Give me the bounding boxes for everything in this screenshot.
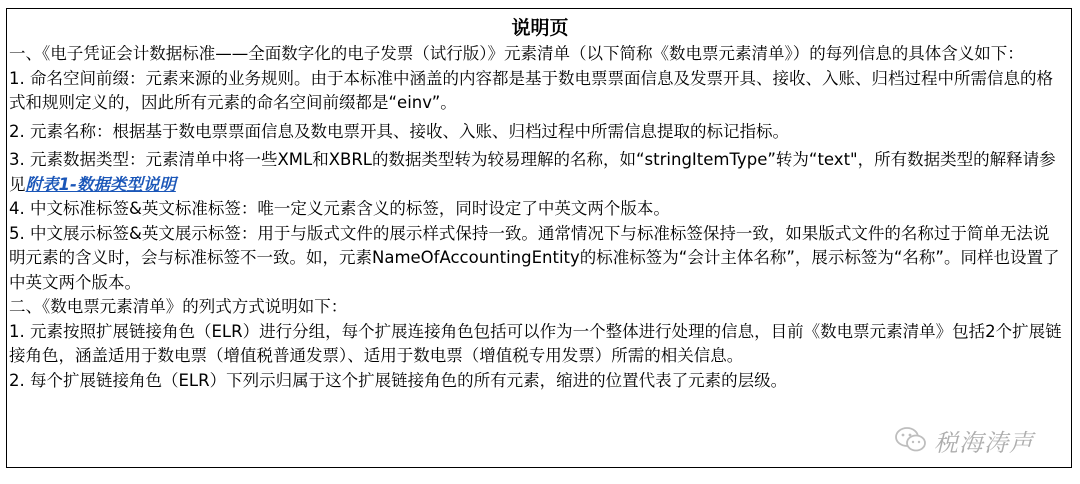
item-elr-grouping: 1. 元素按照扩展链接角色（ELR）进行分组，每个扩展连接角色包括可以作为一个整体进行处理的信息，目前《数电票元素清单》包括2个扩展链接角色，涵盖适用于数电票（增值税普通发票）、适用于数电票（增值税专用发票）所需的相关信息。 [9, 321, 1062, 365]
item-element-name: 2. 元素名称：根据基于数电票票面信息及数电票开具、接收、入账、归档过程中所需信息提取的标记指标。 [9, 121, 789, 141]
appendix-1-link[interactable]: 附表1-数据类型说明 [25, 174, 176, 194]
data-type-text: 3. 元素数据类型：元素清单中将一些XML和XBRL的数据类型转为较易理解的名称，如“stringItemType”转为“text"，所有数据类型的解释请参见 [9, 150, 1056, 194]
item-display-label: 5. 中文展示标签&英文展示标签：用于与版式文件的展示样式保持一致。通常情况下与标准标签保持一致，如果版式文件的名称过于简单无法说明元素的含义时，会与标准标签不一致。如，元素NameOfAccountingEntity的标准标签为“会计主体名称”，展示标签为“名称”。同样也设置了中英文两个版本。 [9, 223, 1060, 292]
section-two-intro: 二、《数电票元素清单》的列式方式说明如下： [9, 297, 348, 316]
item-standard-label: 4. 中文标准标签&英文标准标签：唯一定义元素含义的标签，同时设定了中英文两个版本。 [9, 199, 670, 218]
item-element-data-type [9, 148, 1065, 197]
item-elr-elements: 2. 每个扩展链接角色（ELR）下列示归属于这个扩展链接角色的所有元素，缩进的位置代表了元素的层级。 [9, 370, 788, 390]
page-title: 说明页 [511, 17, 569, 39]
section-one-intro: 一、《电子凭证会计数据标准——全面数字化的电子发票（试行版）》元素清单（以下简称《数电票元素清单》）的每列信息的具体含义如下： [9, 44, 1024, 63]
document-body [9, 42, 1065, 393]
item-namespace-prefix: 1. 命名空间前缀：元素来源的业务规则。由于本标准中涵盖的内容都是基于数电票票面信息及发票开具、接收、入账、归档过程中所需信息的格式和规则定义的，因此所有元素的命名空间前缀都是“einv”。 [9, 68, 1053, 112]
watermark-text: 税海涛声 [934, 428, 1034, 457]
